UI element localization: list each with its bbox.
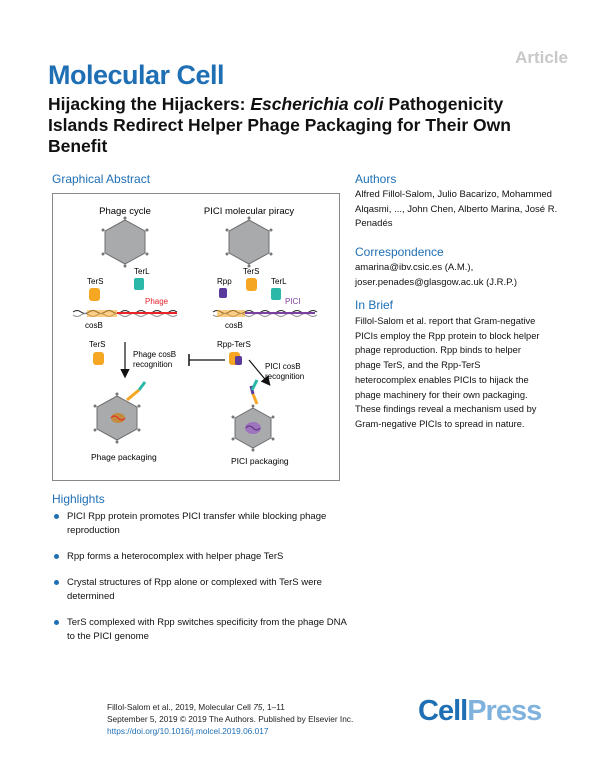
phage-capsid-left <box>102 217 149 268</box>
cosb-label-left: cosB <box>85 321 103 330</box>
graphical-abstract-heading: Graphical Abstract <box>52 172 151 186</box>
highlight-text: TerS complexed with Rpp switches specificity from the phage DNA to the PICI genome <box>67 617 347 642</box>
correspondence-heading: Correspondence <box>355 245 444 259</box>
rpp-protein <box>219 288 227 298</box>
copyright-line: September 5, 2019 © 2019 The Authors. Published by Elsevier Inc. <box>107 714 354 724</box>
highlight-item <box>52 510 352 538</box>
terl-protein-right <box>271 288 281 300</box>
highlight-item <box>52 576 352 604</box>
rpp-label: Rpp <box>217 277 232 286</box>
highlights-heading: Highlights <box>52 492 105 506</box>
in-brief-text: Fillol-Salom et al. report that Gram-negative PICIs employ the Rpp protein to block helper phage reproduction. Rpp binds to helper phage TerS, and the Rpp-TerS heterocomplex enables PICIs to hijack the phage machinery for their own packaging. These findings reveal a mechanism used by Gram-negative PICIs to spread in nature. <box>355 316 540 429</box>
pici-dna-label: PICI <box>285 297 301 306</box>
pici-packaging-label: PICI packaging <box>231 456 289 466</box>
graphical-abstract-svg <box>53 194 339 480</box>
bullet-icon <box>54 580 59 585</box>
terl-label-left: TerL <box>134 267 150 276</box>
graphical-abstract-figure <box>52 193 340 481</box>
terl-protein-left <box>134 278 144 290</box>
ters-label-left: TerS <box>87 277 104 286</box>
phage-cosb-recognition-2: recognition <box>133 360 173 369</box>
paper-title <box>48 94 518 157</box>
bullet-icon <box>54 620 59 625</box>
highlights-list <box>52 510 352 656</box>
terl-label-right: TerL <box>271 277 287 286</box>
email-marina[interactable]: amarina@ibv.csic.es (A.M.), <box>355 262 474 273</box>
phage-dna-strand <box>73 310 177 317</box>
bullet-icon <box>54 514 59 519</box>
ters-protein-left <box>89 288 100 301</box>
phage-cycle-title: Phage cycle <box>99 206 151 217</box>
highlight-item <box>52 550 352 564</box>
footer-citation <box>107 701 353 737</box>
ters-protein-middle <box>93 352 104 365</box>
bullet-icon <box>54 554 59 559</box>
title-part-2: Pathogenicity Islands Redirect Helper Phage Packaging for Their Own Benefit <box>48 94 511 156</box>
authors-heading: Authors <box>355 172 397 186</box>
phage-packaging-label: Phage packaging <box>91 452 157 462</box>
journal-title: Molecular Cell <box>48 60 225 90</box>
highlight-text: PICI Rpp protein promotes PICI transfer while blocking phage reproduction <box>67 511 327 536</box>
title-organism: Escherichia coli <box>250 94 384 114</box>
pici-cosb-recognition-2: recognition <box>265 372 305 381</box>
title-part-1: Hijacking the Hijackers: <box>48 94 251 114</box>
pici-cosb-recognition-1: PICI cosB <box>265 362 301 371</box>
phage-capsid-right <box>226 217 273 268</box>
rpp-ters-complex <box>229 352 242 365</box>
ters-label-right: TerS <box>243 267 260 276</box>
email-penades[interactable]: joser.penades@glasgow.ac.uk (J.R.P.) <box>355 276 518 288</box>
inhibition-bar <box>189 354 225 366</box>
correspondence-emails <box>355 261 575 290</box>
cellpress-logo: CellPress <box>418 695 542 727</box>
phage-dna-label: Phage <box>145 297 169 306</box>
pici-piracy-title: PICI molecular piracy <box>203 206 295 217</box>
highlight-item <box>52 616 352 644</box>
article-label: Article <box>515 48 568 67</box>
highlight-text: Rpp forms a heterocomplex with helper phage TerS <box>67 551 284 562</box>
ters-protein-right <box>246 278 257 291</box>
doi-link[interactable]: https://doi.org/10.1016/j.molcel.2019.06.017 <box>107 726 269 736</box>
authors-list: Alfred Fillol-Salom, Julio Bacarizo, Mohammed Alqasmi, ..., John Chen, Alberto Marina, José R. Penadés <box>355 189 558 229</box>
pici-dna-strand <box>213 310 317 317</box>
cosb-label-right: cosB <box>225 321 243 330</box>
rpp-ters-label: Rpp-TerS <box>217 340 251 349</box>
in-brief-heading: In Brief <box>355 298 394 312</box>
pici-packaging-particle <box>232 380 275 452</box>
citation-line: Fillol-Salom et al., 2019, Molecular Cell 75, 1–11 <box>107 702 285 712</box>
phage-cosb-recognition-1: Phage cosB <box>133 350 177 359</box>
highlight-text: Crystal structures of Rpp alone or complexed with TerS were determined <box>67 577 322 602</box>
phage-packaging-particle <box>94 382 146 444</box>
ters-label-middle: TerS <box>89 340 106 349</box>
